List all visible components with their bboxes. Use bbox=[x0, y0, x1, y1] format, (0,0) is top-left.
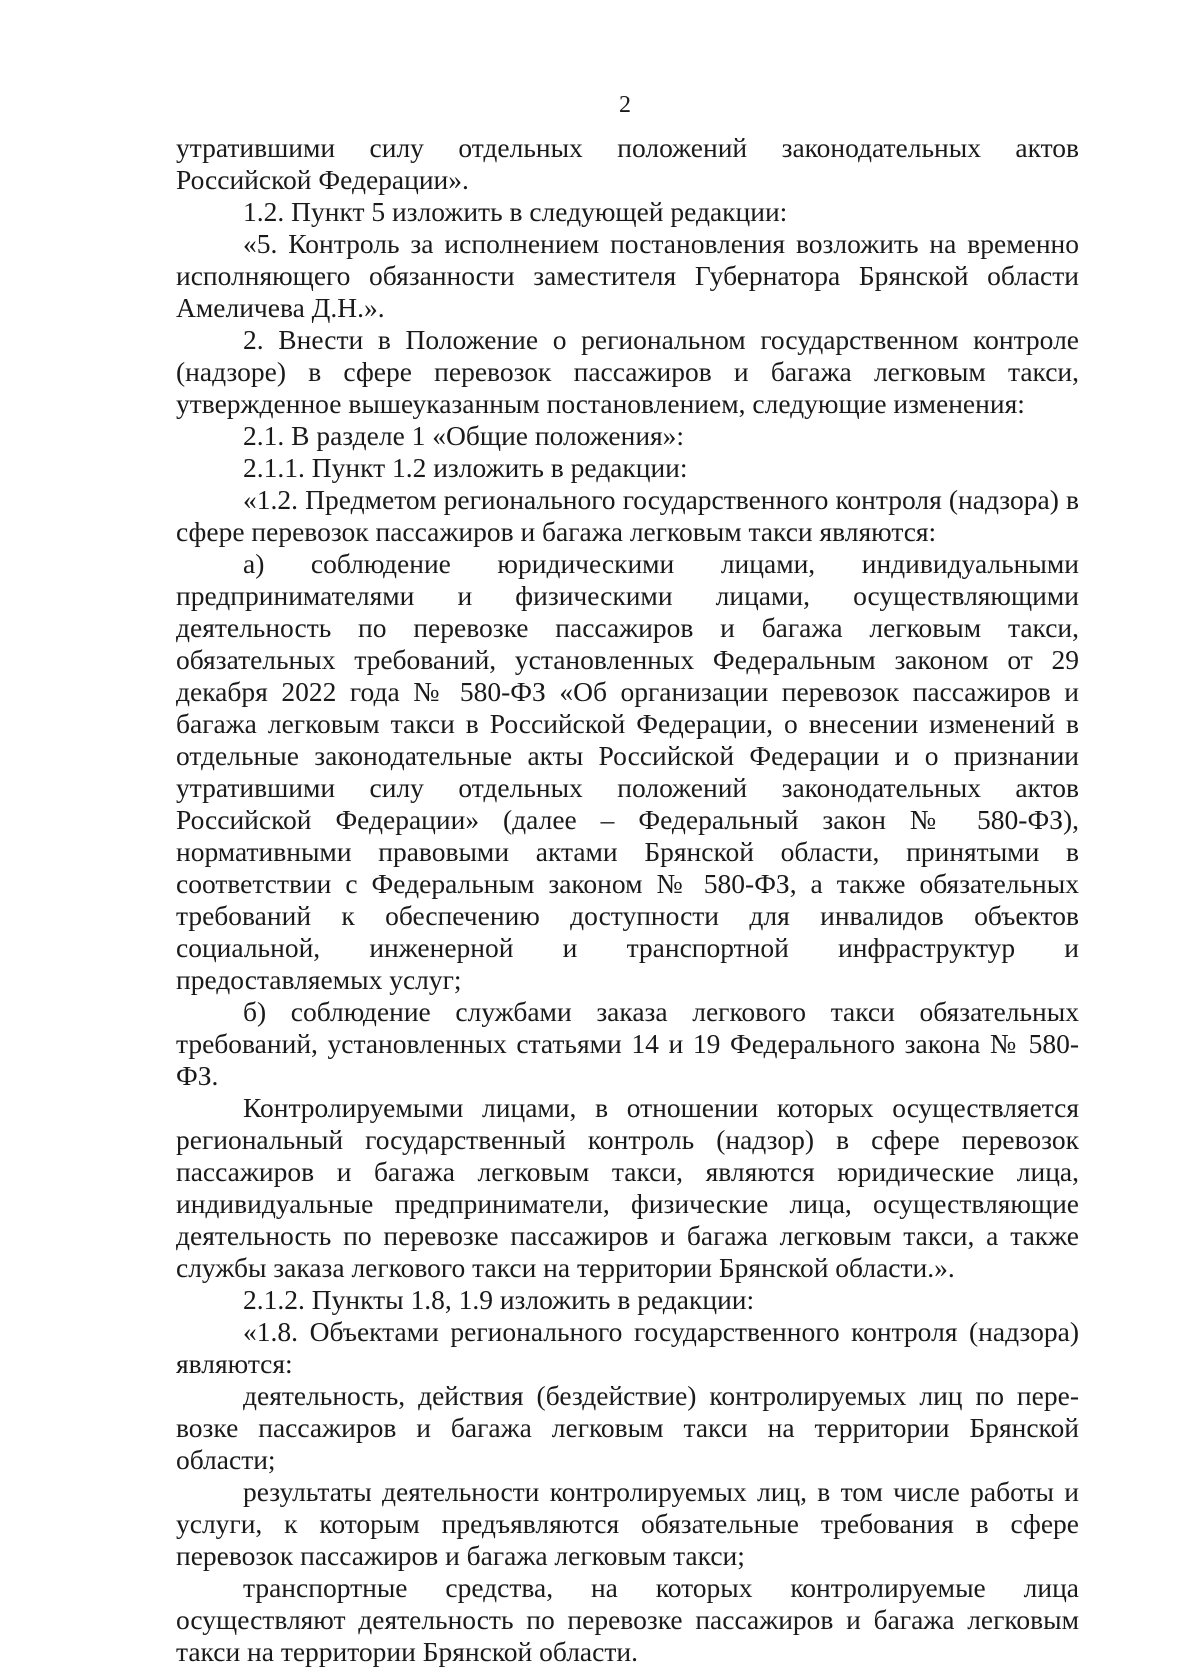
paragraph-continuation: утратившими силу отдельных положений законодательных актов Российской Федерации». bbox=[176, 132, 1079, 195]
page-number: 2 bbox=[619, 92, 631, 118]
paragraph-5-quote: «5. Контроль за исполнением постановления возложить на временно исполняющего обязанности заместителя Губернатора Брянской области Амеличева Д.Н.». bbox=[176, 228, 1079, 323]
paragraph-vehicles: транспортные средства, на которых контролируемые лица осуществляют деятельность по перевозке пассажиров и багажа легковым такси на территории Брянской области. bbox=[176, 1572, 1079, 1667]
paragraph-2-1-1: 2.1.1. Пункт 1.2 изложить в редакции: bbox=[243, 452, 688, 483]
paragraph-controlled-persons: Контролируемыми лицами, в отношении которых осуществляется региональный государственный контроль (надзор) в сфере перевозок пассажиров и багажа легковым такси, являются юридические лица, индивидуальные предприниматели, физические лица, осуществляющие деятельность по перевозке пассажиров и багажа легковым такси, а также службы заказа легкового такси на территории Брянской области.». bbox=[176, 1092, 1079, 1283]
paragraph-1-2: 1.2. Пункт 5 изложить в следующей редакции: bbox=[243, 196, 788, 227]
paragraph-b: б) соблюдение службами заказа легкового такси обязательных требований, установленных статьями 14 и 19 Федерального закона № 580-ФЗ. bbox=[176, 996, 1079, 1091]
paragraph-activity: деятельность, действия (бездействие) контролируемых лиц по перевозке пассажиров и багажа легковым такси на территории Брянской области; bbox=[176, 1380, 1079, 1475]
paragraph-results: результаты деятельности контролируемых лиц, в том числе работы и услуги, к которым предъявляются обязательные требования в сфере перевозок пассажиров и багажа легковым такси; bbox=[176, 1476, 1079, 1571]
paragraph-2-1: 2.1. В разделе 1 «Общие положения»: bbox=[243, 420, 685, 451]
paragraph-a: а) соблюдение юридическими лицами, индивидуальными предпринимателями и физическими лицами, осуществляющими деятельность по перевозке пассажиров и багажа легковым такси, обязательных требований, установленных Федеральным законом от 29 декабря 2022 года № 580-ФЗ «Об организации перевозок пассажиров и багажа легковым такси в Российской Федерации, о внесении изменений в отдельные законодательные акты Российской Федерации и о признании утратившими силу отдельных положений законодательных актов Российской Федерации» (далее – Федеральный закон № 580-ФЗ), нормативными правовыми актами Брянской области, принятыми в соответствии с Федеральным законом № 580-ФЗ, а также обязательных требований к обеспечению доступности для инвалидов объектов социальной, инженерной и транспортной инфраструктур и предоставляемых услуг; bbox=[176, 548, 1079, 995]
paragraph-1-8-quote: «1.8. Объектами регионального государственного контроля (надзора) являются: bbox=[176, 1316, 1079, 1379]
document-body bbox=[176, 132, 1079, 1668]
paragraph-2: 2. Внести в Положение о региональном государственном контроле (надзоре) в сфере перевозок пассажиров и багажа легковым такси, утвержденное вышеуказанным постановлением, следующие изменения: bbox=[176, 324, 1079, 419]
paragraph-1-2-quote: «1.2. Предметом регионального государственного контроля (надзора) в сфере перевозок пассажиров и багажа легковым такси являются: bbox=[176, 484, 1079, 547]
paragraph-2-1-2: 2.1.2. Пункты 1.8, 1.9 изложить в редакции: bbox=[243, 1284, 755, 1315]
